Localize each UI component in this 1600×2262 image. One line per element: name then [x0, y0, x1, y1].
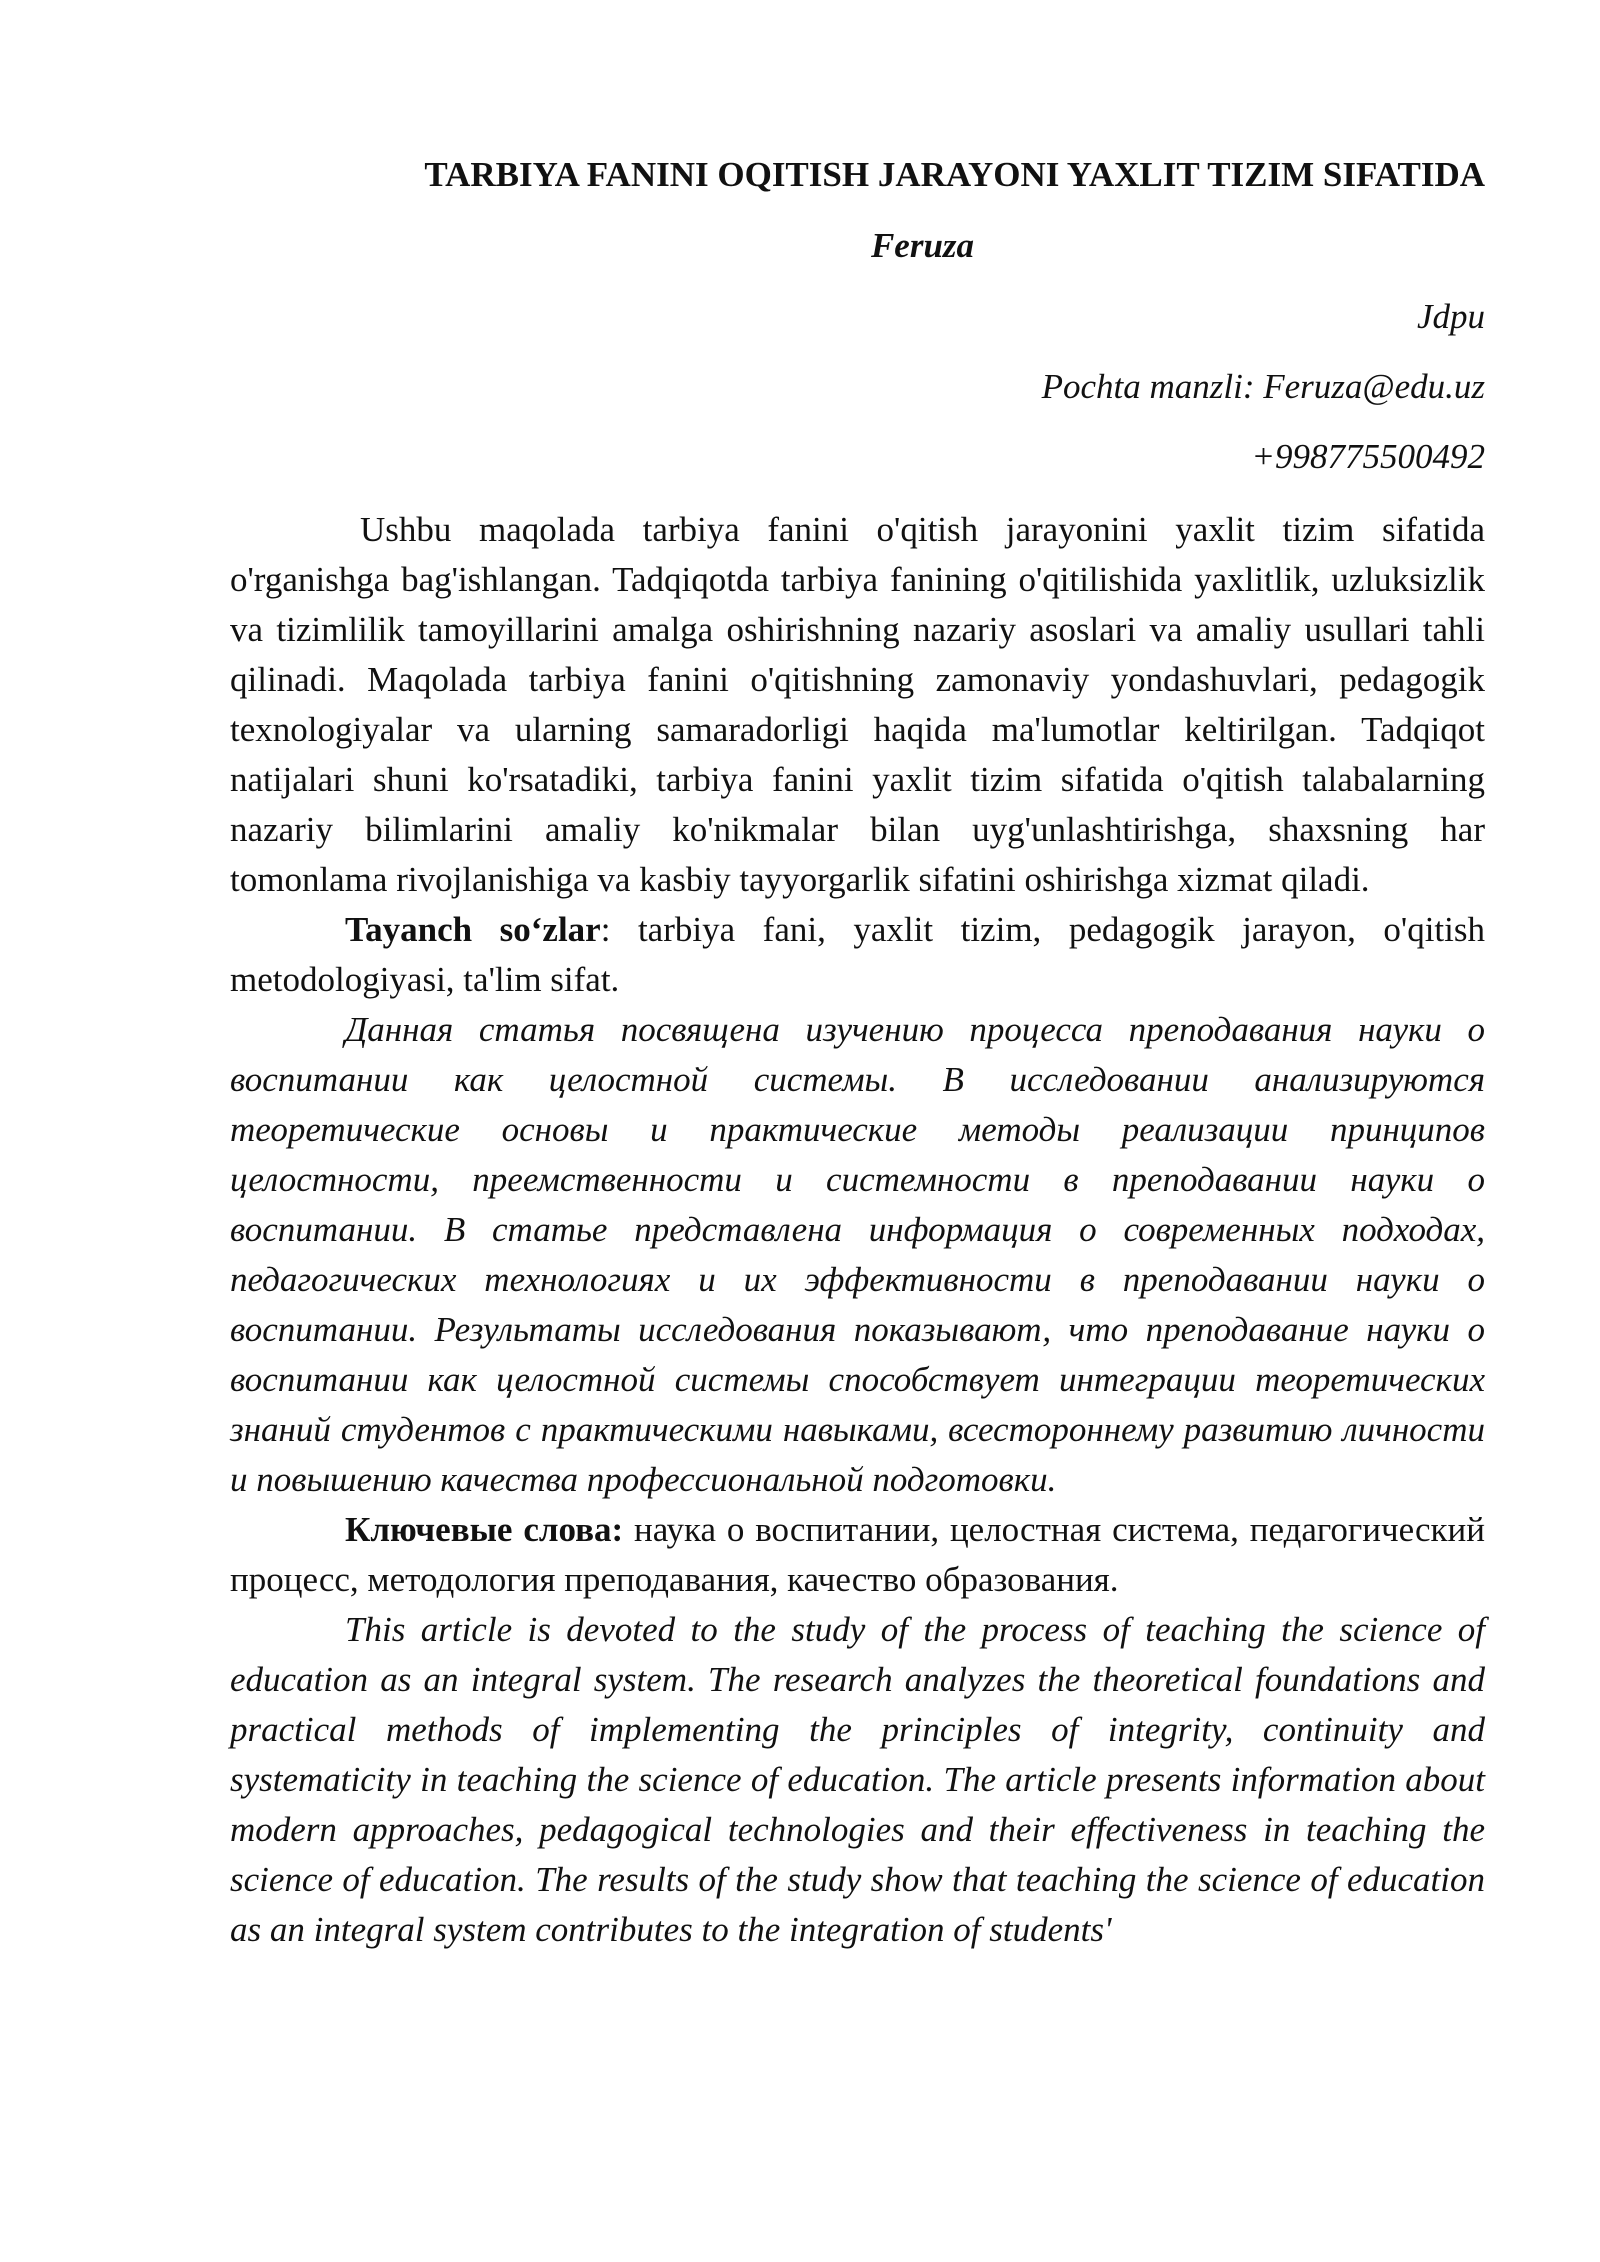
author-name: Feruza [870, 226, 975, 265]
keywords-uzbek [230, 905, 1485, 1005]
article-body [230, 505, 1485, 1955]
keywords-russian [230, 1505, 1485, 1605]
abstract-russian: Данная статья посвящена изучению процесса преподавания науки о воспитании как целостной системы. В исследовании анализируются теоретические основы и практические методы реализации принципов целостности, преемственности и системности в преподавании науки о воспитании. В статье представлена информация о современных подходах, педагогических технологиях и их эффективности в преподавании науки о воспитании. Результаты исследования показывают, что преподавание науки о воспитании как целостной системы способствует интеграции теоретических знаний студентов с практическими навыками, всестороннему развитию личности и повышению качества профессиональной подготовки. [230, 1010, 1485, 1499]
article-title: TARBIYA FANINI OQITISH JARAYONI YAXLIT TIZIM SIFATIDA [424, 155, 1485, 194]
abstract-english: This article is devoted to the study of the process of teaching the science of education as an integral system. The research analyzes the theoretical foundations and practical methods of implementing the principles of integrity, continuity and systematicity in teaching the science of education. The article presents information about modern approaches, pedagogical technologies and their effectiveness in teaching the science of education. The results of the study show that teaching the science of education as an integral system contributes to the integration of students' [230, 1610, 1485, 1949]
keywords-russian-label: Ключевые слова: [345, 1510, 624, 1549]
keywords-russian-list: наука о воспитании, целостная система, педагогический процесс, методология преподавания, качество образования. [230, 1510, 1485, 1599]
email-line: Pochta manzli: Feruza@edu.uz [1041, 367, 1485, 406]
abstract-uzbek: Ushbu maqolada tarbiya fanini o'qitish jarayonini yaxlit tizim sifatida o'rganishga bag'ishlangan. Tadqiqotda tarbiya fanining o'qitilishida yaxlitlik, uzluksizlik va tizimlilik tamoyillarini amalga oshirishning nazariy asoslari va amaliy usullari tahli qilinadi. Maqolada tarbiya fanini o'qitishning zamonaviy yondashuvlari, pedagogik texnologiyalar va ularning samaradorligi haqida ma'lumotlar keltirilgan. Tadqiqot natijalari shuni ko'rsatadiki, tarbiya fanini yaxlit tizim sifatida o'qitish talabalarning nazariy bilimlarini amaliy ko'nikmalar bilan uyg'unlashtirishga, shaxsning har tomonlama rivojlanishiga va kasbiy tayyorgarlik sifatini oshirishga xizmat qiladi. [230, 510, 1485, 899]
phone-number: +998775500492 [1251, 437, 1485, 476]
keywords-uzbek-list: : tarbiya fani, yaxlit tizim, pedagogik jarayon, o'qitish metodologiyasi, ta'lim sifat. [230, 910, 1485, 999]
affiliation: Jdpu [1416, 297, 1485, 336]
keywords-uzbek-label: Tayanch so‘zlar [345, 910, 601, 949]
